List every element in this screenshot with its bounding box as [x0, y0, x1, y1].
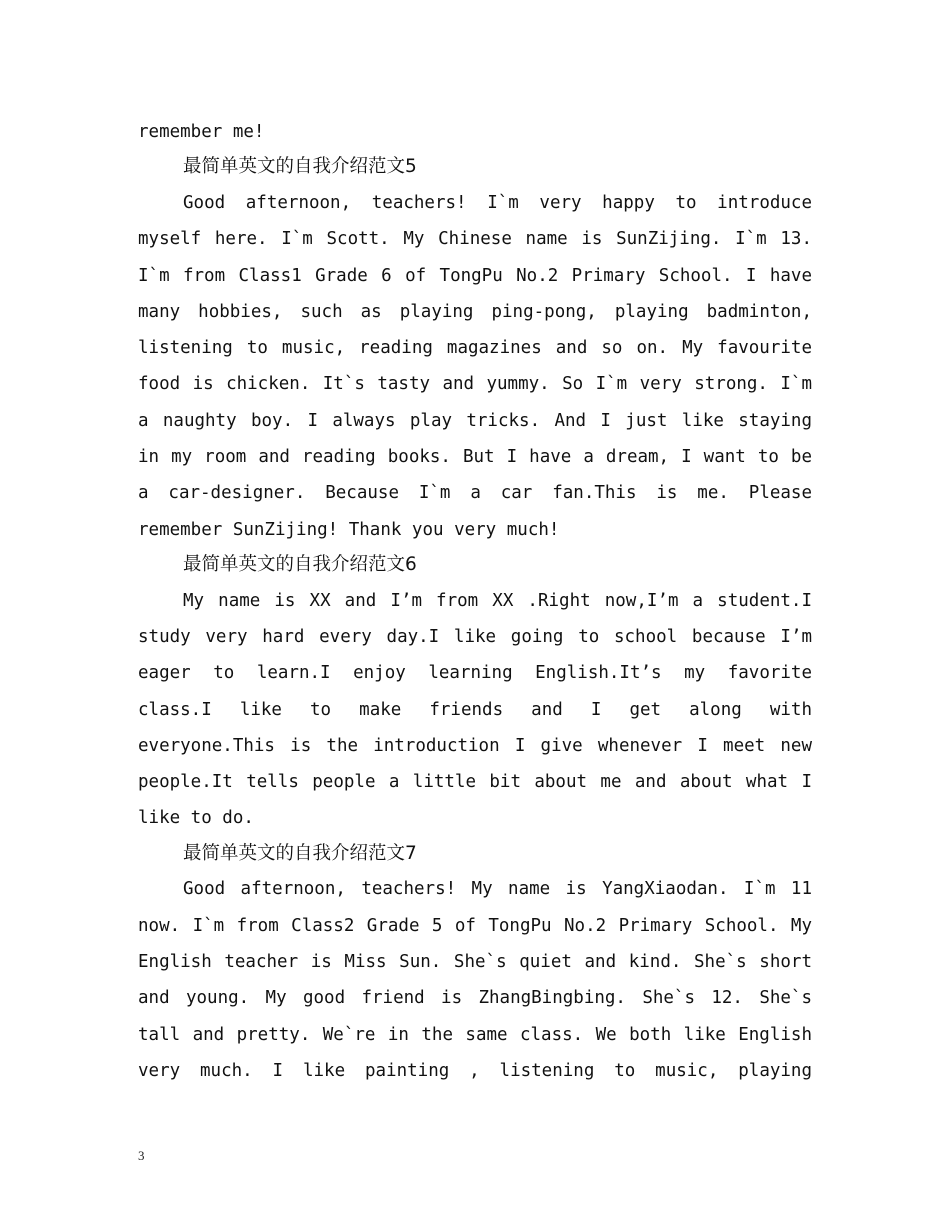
body-line: My name is XX and I’m from XX .Right now,I’m a student.I [183, 590, 812, 611]
body-line: I`m from Class1 Grade 6 of TongPu No.2 Primary School. I have [138, 265, 812, 286]
body-line: everyone.This is the introduction I give whenever I meet new [138, 735, 812, 756]
body-line: a car-designer. Because I`m a car fan.This is me. Please [138, 483, 812, 504]
body-line: food is chicken. It`s tasty and yummy. So I`m very strong. I`m [138, 374, 812, 395]
body-line: class.I like to make friends and I get along with [138, 699, 812, 720]
body-line: Good afternoon, teachers! I`m very happy to introduce [183, 192, 812, 213]
body-line: myself here. I`m Scott. My Chinese name is SunZijing. I`m 13. [138, 229, 812, 250]
essay-heading-6: 最简单英文的自我介绍范文6 [183, 553, 417, 575]
body-line: very much. I like painting , listening to music, playing [138, 1060, 812, 1081]
page-number: 3 [138, 1148, 145, 1163]
body-line: Good afternoon, teachers! My name is YangXiaodan. I`m 11 [183, 879, 812, 900]
body-line: in my room and reading books. But I have a dream, I want to be [138, 447, 812, 468]
body-line: tall and pretty. We`re in the same class. We both like English [138, 1024, 812, 1045]
essay-heading-7: 最简单英文的自我介绍范文7 [183, 842, 417, 864]
body-line: remember me! [138, 122, 265, 142]
body-line: many hobbies, such as playing ping-pong, playing badminton, [138, 301, 812, 322]
body-line: English teacher is Miss Sun. She`s quiet and kind. She`s short [138, 952, 812, 972]
body-line: and young. My good friend is ZhangBingbing. She`s 12. She`s [138, 988, 812, 1009]
body-line: like to do. [138, 808, 254, 829]
body-line: listening to music, reading magazines and so on. My favourite [138, 338, 812, 359]
body-line: a naughty boy. I always play tricks. And I just like staying [138, 410, 812, 431]
body-line: study very hard every day.I like going to school because I’m [138, 626, 812, 647]
body-line: remember SunZijing! Thank you very much! [138, 519, 560, 540]
document-body [138, 114, 812, 1089]
essay-heading-5: 最简单英文的自我介绍范文5 [183, 156, 417, 178]
body-line: eager to learn.I enjoy learning English.It’s my favorite [138, 663, 812, 684]
body-line: people.It tells people a little bit about me and about what I [138, 772, 812, 793]
body-line: now. I`m from Class2 Grade 5 of TongPu No.2 Primary School. My [138, 915, 812, 936]
